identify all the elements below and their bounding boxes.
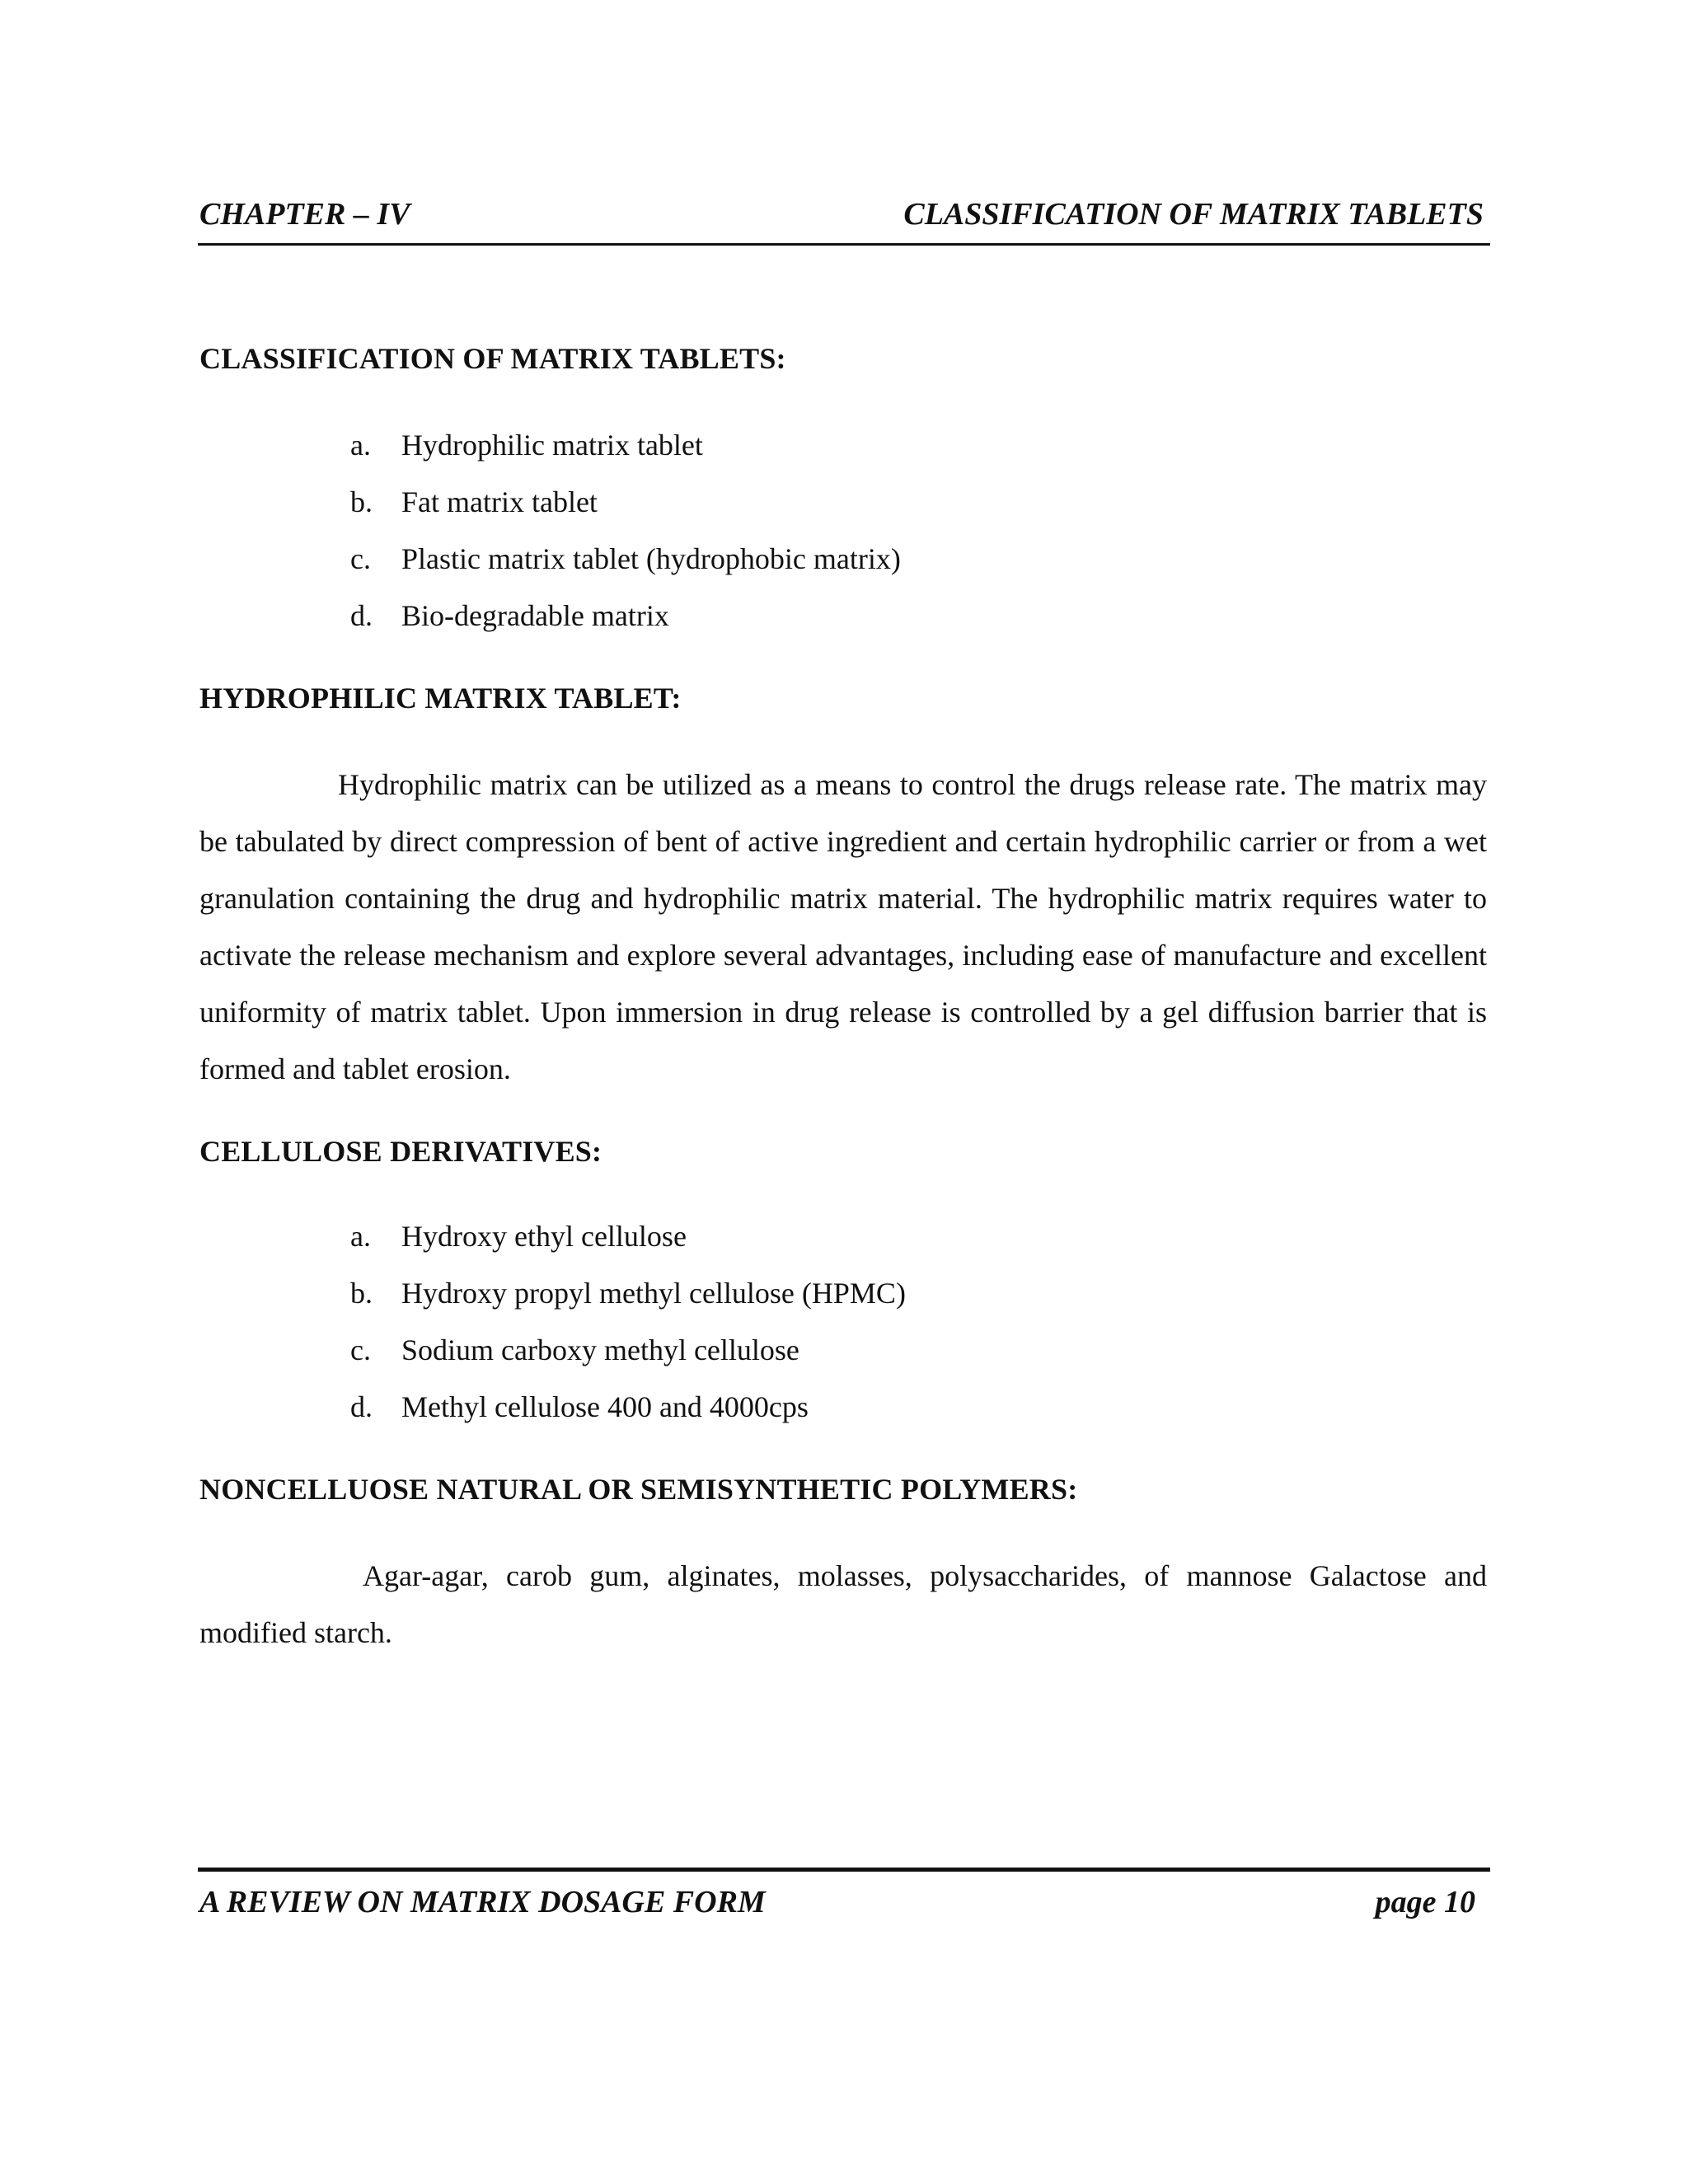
list-item-text: Hydrophilic matrix tablet — [401, 429, 703, 462]
document-title: A REVIEW ON MATRIX DOSAGE FORM — [199, 1885, 766, 1919]
list-item-text: Bio-degradable matrix — [401, 599, 669, 632]
running-header — [198, 191, 1490, 237]
cellulose-list — [350, 1208, 906, 1436]
list-item — [350, 474, 901, 531]
list-item-text: Plastic matrix tablet (hydrophobic matrix) — [401, 542, 901, 575]
list-marker: b. — [350, 485, 373, 518]
list-item-text: Methyl cellulose 400 and 4000cps — [401, 1390, 809, 1423]
chapter-title: CLASSIFICATION OF MATRIX TABLETS — [903, 197, 1484, 232]
list-marker: d. — [350, 1390, 373, 1423]
list-marker: a. — [350, 1220, 371, 1253]
list-item — [350, 1265, 906, 1322]
list-marker: c. — [350, 542, 371, 575]
classification-list — [350, 417, 901, 644]
noncellulose-paragraph-text: Agar-agar, carob gum, alginates, molasses, polysaccharides, of mannose Galactose and modified starch. — [199, 1559, 1487, 1649]
list-marker: c. — [350, 1333, 371, 1366]
chapter-label: CHAPTER – IV — [199, 197, 410, 232]
hydrophilic-heading: HYDROPHILIC MATRIX TABLET: — [199, 682, 682, 715]
hydrophilic-paragraph — [199, 757, 1487, 1098]
list-item-text: Sodium carboxy methyl cellulose — [401, 1333, 799, 1366]
list-item — [350, 1322, 906, 1379]
list-item-text: Fat matrix tablet — [401, 485, 598, 518]
hydrophilic-paragraph-text: Hydrophilic matrix can be utilized as a means to control the drugs release rate. The matrix may be tabulated by direct compression of bent of active ingredient and certain hydrophilic carrier or from a wet granulation containing the drug and hydrophilic matrix material. The hydrophilic matrix requires water to activate the release mechanism and explore several advantages, including ease of manufacture and excellent uniformity of matrix tablet. Upon immersion in drug release is controlled by a gel diffusion barrier that is formed and tablet erosion. — [199, 768, 1487, 1085]
cellulose-heading: CELLULOSE DERIVATIVES: — [199, 1135, 603, 1168]
list-item-text: Hydroxy ethyl cellulose — [401, 1220, 687, 1253]
list-item — [350, 588, 901, 644]
noncellulose-paragraph — [199, 1548, 1487, 1661]
footer-rule — [198, 1868, 1490, 1872]
noncellulose-heading: NONCELLUOSE NATURAL OR SEMISYNTHETIC POLYMERS: — [199, 1473, 1078, 1506]
list-item — [350, 531, 901, 588]
list-item — [350, 1208, 906, 1265]
header-rule — [198, 243, 1490, 246]
classification-heading: CLASSIFICATION OF MATRIX TABLETS: — [199, 342, 786, 375]
running-footer — [198, 1879, 1490, 1925]
list-item — [350, 417, 901, 474]
list-item — [350, 1379, 906, 1436]
list-item-text: Hydroxy propyl methyl cellulose (HPMC) — [401, 1277, 906, 1310]
page-number: page 10 — [1375, 1885, 1475, 1919]
list-marker: d. — [350, 599, 373, 632]
list-marker: b. — [350, 1277, 373, 1310]
list-marker: a. — [350, 429, 371, 462]
